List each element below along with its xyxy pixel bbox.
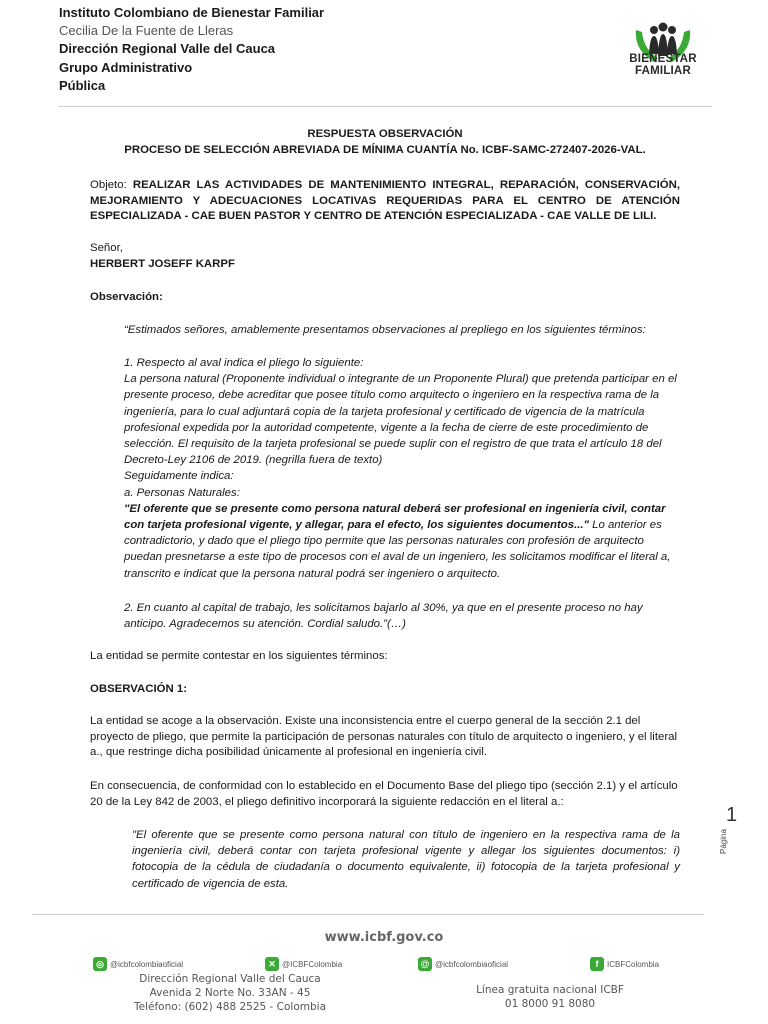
admin-group: Grupo Administrativo (59, 59, 193, 75)
quote-p1-body (124, 501, 680, 582)
threads-icon: @ (418, 957, 432, 971)
salutation: Señor, (90, 242, 123, 254)
recipient-name: HERBERT JOSEFF KARPF (90, 258, 235, 270)
objeto-label: Objeto: (90, 179, 127, 191)
quote-point-2: 2. En cuanto al capital de trabajo, les solicitamos bajarlo al 30%, ya que en el presente proceso no hay anticipo. Agradecemos su atención. Cordial saludo.”(…) (124, 602, 643, 631)
objeto-paragraph (90, 178, 680, 225)
objeto-text: REALIZAR LAS ACTIVIDADES DE MANTENIMIENTO INTEGRAL, REPARACIÓN, CONSERVACIÓN, MEJORAMIENTO Y ADECUACIONES LOCATIVAS REQUERIDAS PARA EL CENTRO DE ATENCIÓN ESPECIALIZADA - CAE BUEN PASTOR Y CENTRO DE ATENCIÓN ESPECIALIZADA - CAE VALLE DE LILI. (90, 179, 680, 222)
page-number (715, 800, 755, 860)
observation-1-heading: OBSERVACIÓN 1: (90, 683, 188, 695)
hotline-number: 01 8000 91 8080 (504, 998, 596, 1010)
address-line-1: Dirección Regional Valle del Cauca (139, 973, 321, 985)
observation-heading: Observación: (90, 291, 163, 303)
footer-address (110, 972, 350, 1014)
social-x[interactable] (265, 957, 342, 971)
page-number-value: 1 (726, 804, 738, 826)
title-line-2: PROCESO DE SELECCIÓN ABREVIADA DE MÍNIMA CUANTÍA No. ICBF-SAMC-272407-2026-VAL. (124, 143, 646, 156)
footer-divider (32, 914, 704, 915)
x-icon: ✕ (265, 957, 279, 971)
document-title (90, 127, 680, 158)
instagram-icon: ◎ (93, 957, 107, 971)
quote-p1-a: a. Personas Naturales: (124, 486, 240, 499)
quote-p1-rest: Lo anterior es contradictorio, y dado que el pliego tipo permite que las personas naturales con profesión de arquitecto puedan presnetarse a este tipo de procesos con el aval de un ingeniero, les solicitamos modificar el literal a, transcrito e indicat que la persona natural podrá ser ingeniero o arquitecto. (124, 519, 671, 580)
social-handle: @icbfcolombiaoficial (110, 959, 184, 969)
social-facebook[interactable] (590, 957, 659, 971)
org-name: Instituto Colombiano de Bienestar Familiar (59, 5, 325, 20)
social-handle: @icbfcolombiaoficial (435, 959, 509, 969)
social-instagram[interactable] (93, 957, 183, 971)
quote-p1-seg: Seguidamente indica: (124, 470, 234, 483)
quote-p1-bold: "El oferente que se presente como persona natural deberá ser profesional en ingeniería civil, contar con tarjeta profesional vigente, y allegar, para el efecto, los siguientes documentos..." (124, 502, 666, 532)
logo-wordmark (628, 54, 698, 77)
facebook-icon: f (590, 957, 604, 971)
quote-point-1 (124, 355, 680, 582)
answer-intro: La entidad se permite contestar en los siguientes términos: (90, 650, 388, 662)
social-handle: ICBFColombia (607, 959, 660, 969)
hotline-label: Línea gratuita nacional ICBF (476, 984, 624, 996)
footer-hotline (450, 983, 650, 1011)
letterhead (59, 4, 324, 95)
observation-1-paragraph-1: La entidad se acoge a la observación. Existe una inconsistencia entre el cuerpo general de la sección 2.1 del proyecto de pliego, que permite la participación de personas naturales con título de arquitecto o ingeniero, y el literal a., que restringe dicha posibilidad únicamente al profesional en ingeniería civil. (90, 715, 677, 758)
address-line-2: Avenida 2 Norte No. 33AN - 45 (149, 987, 311, 999)
logo-line-2: FAMILIAR (635, 64, 691, 77)
public-label: Pública (59, 77, 106, 93)
regional-direction: Dirección Regional Valle del Cauca (59, 41, 276, 57)
address-phone: Teléfono: (602) 488 2525 - Colombia (133, 1001, 327, 1013)
quote-intro: “Estimados señores, amablemente presentamos observaciones al prepliego en los siguientes términos: (124, 324, 646, 336)
website-link[interactable]: www.icbf.gov.co (324, 930, 444, 945)
org-subname: Cecilia De la Fuente de Lleras (59, 23, 234, 39)
header-divider (58, 106, 712, 107)
title-line-1: RESPUESTA OBSERVACIÓN (307, 128, 463, 140)
logo-line-1: BIENESTAR (629, 53, 697, 65)
observation-1-paragraph-2: En consecuencia, de conformidad con lo establecido en el Documento Base del pliego tipo (sección 2.1) y el artículo 20 de la Ley 842 de 2003, el pliego definitivo incorporará la siguiente redacción en el literal a.: (90, 780, 678, 808)
social-handle: @ICBFColombia (282, 959, 343, 969)
observation-1-quote: "El oferente que se presente como persona natural con título de ingeniero en la respectiva rama de la ingeniería civil, deberá contar con tarjeta profesional vigente y allegar los siguientes documentos: i) fotocopia de la cédula de ciudadanía o documento equivalente, ii) fotocopia de la tarjeta profesional y certificado de vigencia de esta. (132, 829, 680, 890)
quote-p1-text: La persona natural (Proponente individual o integrante de un Proponente Plural) que pretenda participar en el presente proceso, debe acreditar que posee título como arquitecto o ingeniero en la respectiva rama de la ingeniería, para lo cual adjuntará copia de la tarjeta profesional y certificado de vigencia de la matrícula profesional expedida por la autoridad competente, vigente a la fecha de cierre de este procedimiento de selección. El requisito de la tarjeta profesional se puede suplir con el registro de que trata el artículo 18 del Decreto-Ley 2106 de 2019. (negrilla fuera de texto) (124, 373, 677, 467)
quote-p1-heading: 1. Respecto al aval indica el pliego lo siguiente: (124, 357, 364, 369)
page-label: Página (719, 829, 728, 854)
social-threads[interactable] (418, 957, 508, 971)
